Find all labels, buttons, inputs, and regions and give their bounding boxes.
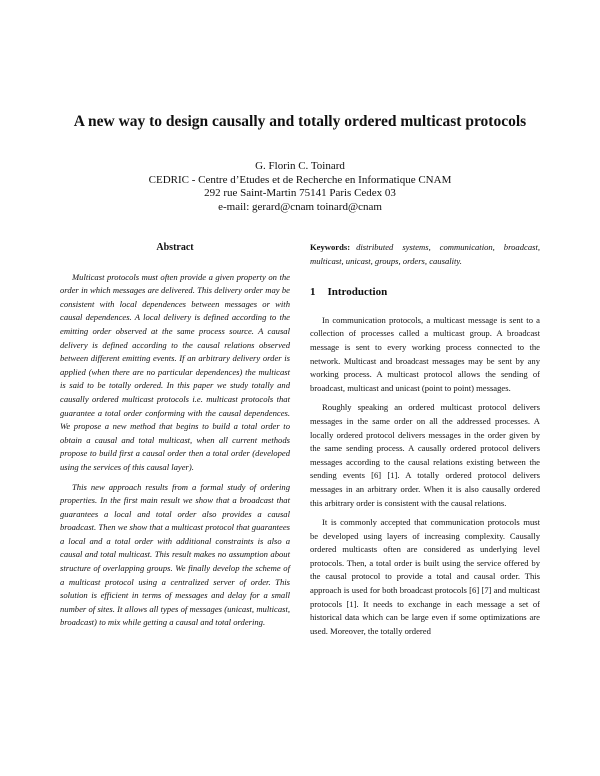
author-names: G. Florin C. Toinard [255, 160, 345, 172]
intro-paragraph: Roughly speaking an ordered multicast protocol delivers messages in the same order on all the addressed processes. A locally ordered protocol delivers messages in the order given by the same sending process. A causally ordered protocol delivers messages according to the causal relations existing between the sending events [6] [1]. A totally ordered protocol delivers messages in an arbitrary order. When it is also causally ordered this arbitrary order is consistent with the causal relations. [310, 402, 540, 508]
author-affiliation: CEDRIC - Centre d’Etudes et de Recherche en Informatique CNAM [148, 173, 452, 186]
abstract-column [60, 241, 290, 630]
intro-paragraph: It is commonly accepted that communication protocols must be developed using layers of increasing complexity. Causally ordered multicasts often are considered as underlying level protocols. Then, a total order is built using the service offered by the causal protocol to provide a total and causal order. This approach is used for both broadcast protocols [6] [7] and multicast protocols [1]. It needs to exchange in each message a set of historical data which can be large even if some optimizations are used. Moreover, the totally ordered [310, 517, 540, 636]
section-heading [310, 286, 540, 300]
intro-paragraph: In communication protocols, a multicast message is sent to a collection of processes called a multicast group. A broadcast message is sent to every working process connected to the network. Multicast and broadcast messages may be sent by any working process. A multicast protocol allows the sending of broadcast, multicast and unicast (point to point) messages. [310, 314, 540, 393]
abstract-paragraph: Multicast protocols must often provide a given property on the order in which messages are delivered. This delivery order may be consistent with local dependences between messages or with causal dependences. A local delivery is defined according to the emitting order observed at the same process source. A causal delivery is defined according to the causal relations observed between different emitting events. If an arbitrary delivery order is applied (when there are no particular dependences) the multicast is said to be totally ordered. In this paper we study totally and causally ordered multicast protocols i.e. multicast protocols that guarantee a total order conforming with the causal dependences. We propose a new method that begins to build a total order to obtain a causal and total multicast, when all current methods propose to build first a causal order then a total order (developed using the services of this causal layer). [60, 271, 290, 472]
section-number: 1 [310, 286, 316, 299]
keywords-list: distributed systems, communication, broadcast, multicast, unicast, groups, orders, causality. [310, 242, 540, 266]
author-address: 292 rue Saint-Martin 75141 Paris Cedex 03 [204, 187, 396, 199]
author-block [60, 160, 540, 214]
section-title: Introduction [327, 286, 388, 299]
abstract-paragraph: This new approach results from a formal study of ordering properties. In the first main result we show that a broadcast that guarantees a local and total order also provides a causal broadcast. Then we show that a multicast protocol that guarantees a local and a total order with additional constraints is also a causal and total multicast. This result makes no assumption about structure of overlapping groups. We finally develop the scheme of a multicast protocol using a centralized server of order. This solution is efficient in terms of messages and delay for a small number of sites. It allows all types of messages (unicast, multicast, broadcast) to mix while getting a causal and total ordering. [60, 481, 290, 628]
paper-title: A new way to design causally and totally ordered multicast protocols [73, 113, 527, 130]
abstract-heading: Abstract [156, 242, 194, 253]
keywords [310, 241, 540, 268]
keywords-label: Keywords: [310, 242, 351, 252]
right-column [310, 241, 540, 638]
author-email: e-mail: gerard@cnam toinard@cnam [218, 200, 382, 213]
introduction-body [310, 314, 540, 639]
